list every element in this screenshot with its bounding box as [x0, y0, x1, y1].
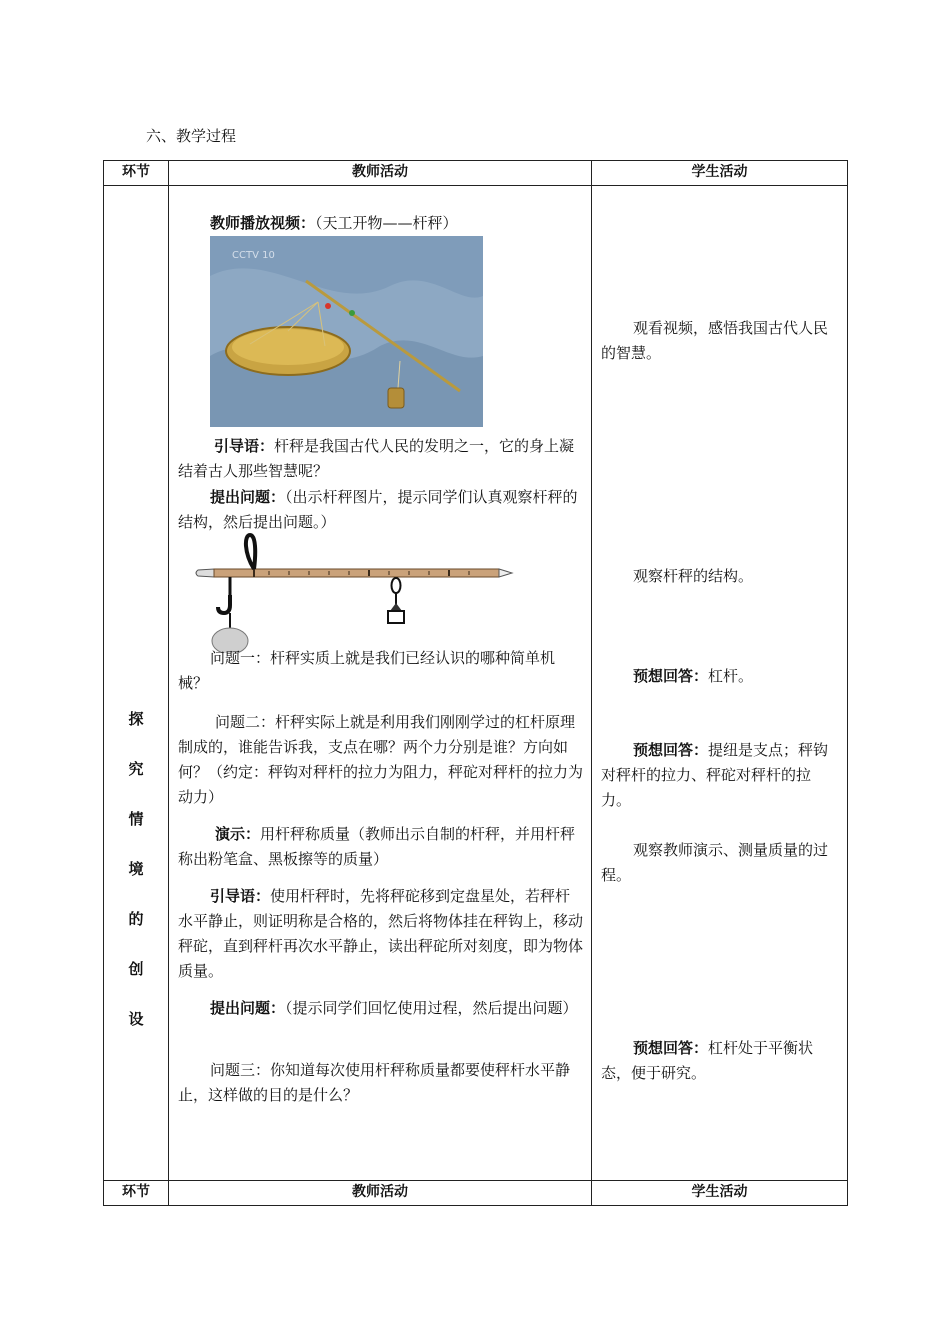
ask1-paragraph	[178, 485, 583, 535]
answer-label: 预想回答：	[633, 1039, 709, 1057]
student-answer-3	[601, 1036, 839, 1086]
stage-char: 的	[128, 910, 144, 928]
ask2-paragraph	[178, 996, 583, 1021]
guide2-text: 使用杆秤时，先将秤砣移到定盘星处，若秤杆水平静止，则证明称是合格的，然后将物体挂在秤钩上，移动秤砣，直到秤杆再次水平静止，读出秤砣所对刻度，即为物体质量。	[178, 887, 584, 980]
video-line	[210, 211, 583, 236]
video-label: 教师播放视频：	[210, 214, 316, 232]
footer-stage: 环节	[104, 1181, 169, 1206]
student-answer-2	[601, 738, 839, 813]
demo-label: 演示：	[215, 825, 261, 843]
guide2-label: 引导语：	[210, 887, 271, 905]
footer-teacher: 教师活动	[169, 1181, 592, 1206]
answer-text: 杠杆。	[708, 667, 754, 685]
stage-label	[104, 709, 168, 1059]
table-header-row	[104, 161, 848, 186]
stage-char: 设	[128, 1010, 144, 1028]
ask1-label: 提出问题：	[210, 488, 286, 506]
question1-paragraph: 问题一：杆秤实质上就是我们已经认识的哪种简单机械？	[178, 649, 556, 692]
steelyard-diagram	[194, 533, 514, 653]
teaching-process-table	[103, 160, 848, 1206]
demo-text: 用杆秤称质量（教师出示自制的杆秤，并用杆秤称出粉笔盒、黑板擦等的质量）	[178, 825, 576, 868]
video-logo: CCTV 10	[232, 250, 275, 261]
demo-paragraph	[178, 822, 583, 872]
question3-paragraph: 问题三：你知道每次使用杆秤称质量都要使秤杆水平静止，这样做的目的是什么？	[178, 1061, 571, 1104]
question2-paragraph: 问题二：杆秤实际上就是利用我们刚刚学过的杠杆原理制成的，谁能告诉我，支点在哪？两个力分别是谁？方向如何？（约定：秤钩对秤杆的拉力为阻力，秤砣对秤杆的拉力为动力）	[178, 713, 584, 806]
teacher-cell	[169, 186, 592, 1181]
guide1-text: 杆秤是我国古代人民的发明之一，它的身上凝结着古人那些智慧呢？	[178, 437, 575, 480]
video-frame-image	[210, 236, 483, 427]
answer-label: 预想回答：	[633, 667, 709, 685]
stage-char: 究	[128, 760, 144, 778]
header-stage: 环节	[104, 161, 169, 186]
guide2-paragraph	[178, 884, 583, 984]
answer-label: 预想回答：	[633, 741, 709, 759]
header-student: 学生活动	[592, 161, 848, 186]
stage-char: 情	[128, 810, 144, 828]
stage-char: 境	[128, 860, 144, 878]
ask2-label: 提出问题：	[210, 999, 286, 1017]
student-answer-1	[601, 664, 839, 689]
header-teacher: 教师活动	[169, 161, 592, 186]
guide1-label: 引导语：	[214, 437, 275, 455]
student-cell	[592, 186, 848, 1181]
student-observe-demo: 观察教师演示、测量质量的过程。	[601, 841, 829, 884]
ask2-text: （提示同学们回忆使用过程，然后提出问题）	[285, 999, 578, 1017]
answer-text: 杠杆处于平衡状态，便于研究。	[601, 1039, 814, 1082]
stage-char: 创	[128, 960, 144, 978]
student-observe-structure: 观察杆秤的结构。	[633, 567, 754, 585]
section-heading: 六、教学过程	[146, 127, 237, 145]
ask1-text: （出示杆秤图片，提示同学们认真观察杆秤的结构，然后提出问题。）	[178, 488, 578, 531]
table-footer-row	[104, 1181, 848, 1206]
guide1-paragraph	[178, 434, 583, 484]
table-body-row	[104, 186, 848, 1181]
footer-student: 学生活动	[592, 1181, 848, 1206]
answer-text: 提纽是支点；秤钩对秤杆的拉力、秤砣对秤杆的拉力。	[601, 741, 829, 809]
stage-cell	[104, 186, 169, 1181]
stage-char: 探	[128, 710, 144, 728]
student-watch-video: 观看视频，感悟我国古代人民的智慧。	[601, 319, 829, 362]
video-title: （天工开物——杆秤）	[315, 214, 458, 232]
